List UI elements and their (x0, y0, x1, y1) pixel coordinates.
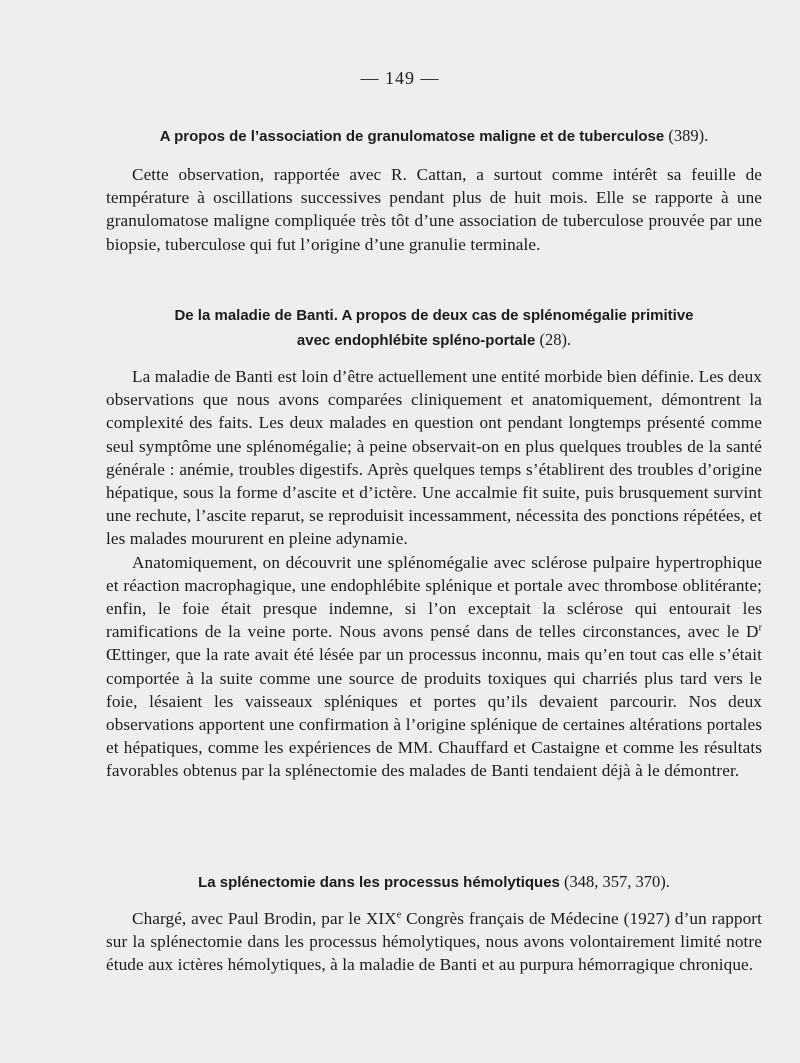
paragraph: La maladie de Banti est loin d’être actuellement une entité morbide bien définie. Les deux observations que nous avons comparées cliniquement et anatomiquement, démontrent la complexité des faits. Les deux malades en question ont pendant longtemps présenté comme seul symptôme une splénomégalie; à peine observait-on en plus quelques troubles de la santé générale : anémie, troubles digestifs. Après quelques temps s’établirent des troubles d’origine hépatique, sous la forme d’ascite et d’ictère. Une accalmie fit suite, puis brusquement survint une rechute, l’ascite reparut, se reproduisit incessamment, nécessita des ponctions répétées, et les malades moururent en pleine adynamie. (106, 367, 762, 549)
paragraph-text: Œttinger, que la rate avait été lésée par un processus inconnu, mais qu’en tout cas elle s’était comportée à la suite comme une source de produits toxiques qui charriés plus tard vers le foie, lésaient les vaisseaux spléniques et portes qu’ils devaient parcourir. Nos deux observations apportent une confirmation à l’origine splénique de certaines altérations portales et hépatiques, comme les expériences de MM. Chauffard et Castaigne et comme les résultats favorables obtenus par la splénectomie des malades de Banti tendaient déjà à le démontrer. (106, 645, 762, 781)
section-heading-banti (106, 304, 762, 353)
heading-reference: (28). (539, 330, 572, 349)
paragraph-text: Anatomiquement, on découvrit une splénomégalie avec sclérose pulpaire hypertrophique et réaction macrophagique, une endophlébite splénique et portale avec thrombose oblitérante; enfin, le foie était presque indemne, si l’on exceptait la sclérose qui entourait les ramifications de la veine porte. Nous avons pensé dans de telles circonstances, avec le D (106, 552, 762, 642)
paragraph (106, 907, 762, 977)
section-heading-splenectomie (106, 870, 762, 895)
section-body-banti (106, 365, 762, 783)
page-number: — 149 — (360, 68, 440, 88)
heading-reference: (389). (668, 126, 709, 145)
heading-reference: (348, 357, 370). (564, 872, 670, 891)
superscript: e (396, 909, 402, 921)
paragraph-text: Chargé, avec Paul Brodin, par le XIX (132, 909, 397, 928)
paragraph (106, 551, 762, 783)
heading-line-1: De la maladie de Banti. A propos de deux cas de splénomégalie primitive (174, 307, 694, 324)
superscript: r (758, 622, 762, 634)
heading-text: A propos de l’association de granulomatose maligne et de tuberculose (159, 128, 665, 145)
section-heading-granulomatose (106, 124, 762, 149)
paragraph-text: Congrès français de Médecine (1927) d’un rapport sur la splénectomie dans les processus hémolytiques, nous avons volontairement limité notre étude aux ictères hémolytiques, à la maladie de Banti et au purpura hémorragique chronique. (106, 909, 762, 975)
heading-text: La splénectomie dans les processus hémolytiques (198, 874, 560, 891)
paragraph: Cette observation, rapportée avec R. Cattan, a surtout comme intérêt sa feuille de température à oscillations successives pendant plus de huit mois. Elle se rapporte à une granulomatose maligne compliquée très tôt d’une association de tuberculose prouvée par une biopsie, tuberculose qui fut l’origine d’une granulie terminale. (106, 165, 762, 254)
section-body-splenectomie (106, 907, 762, 977)
heading-line-2: avec endophlébite spléno-portale (296, 332, 536, 349)
section-body-granulomatose (106, 163, 762, 256)
